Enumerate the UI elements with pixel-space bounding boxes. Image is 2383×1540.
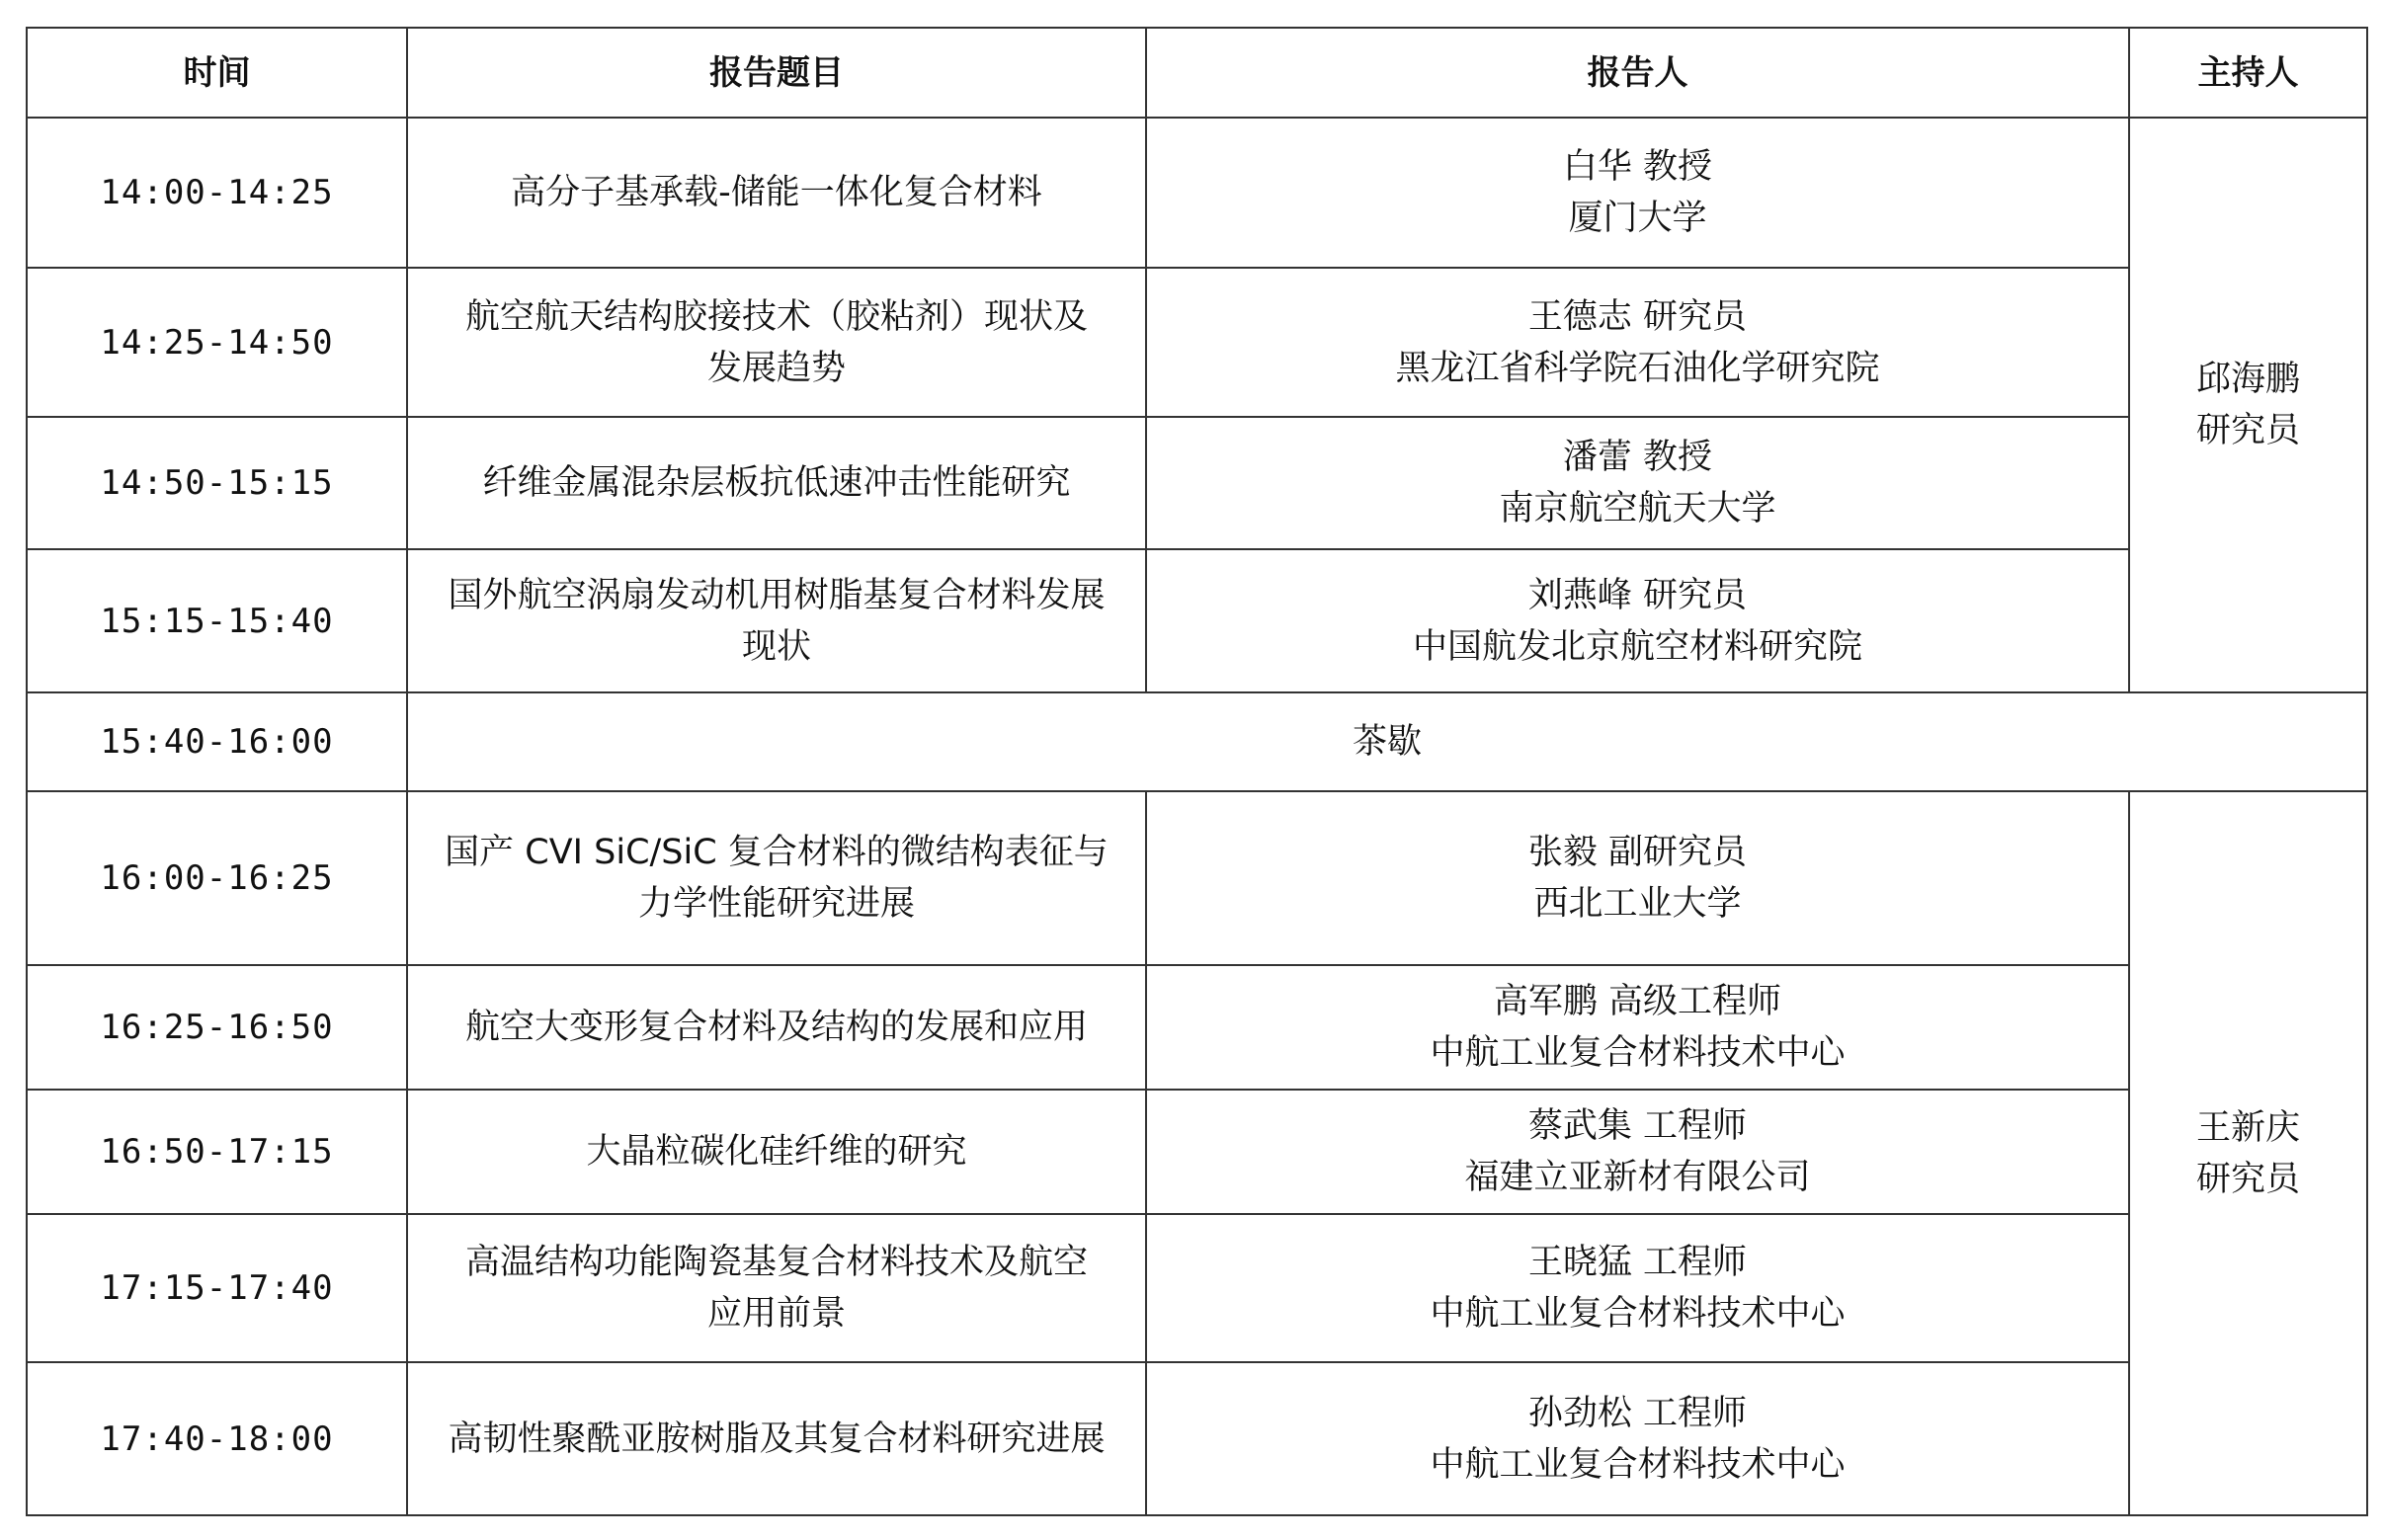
- break-row: [27, 692, 2367, 791]
- topic-cell: [407, 1090, 1146, 1214]
- topic-line: 现状: [741, 626, 811, 667]
- speaker-name: 高军鹏 高级工程师: [1493, 982, 1782, 1021]
- break-time-cell: 15:40-16:00: [27, 692, 407, 791]
- speaker-cell: [1146, 965, 2129, 1090]
- speaker-cell: [1146, 1090, 2129, 1214]
- header-time: 时间: [27, 28, 407, 118]
- topic-line: 大晶粒碳化硅纤维的研究: [586, 1132, 967, 1172]
- table-row: [27, 1214, 2367, 1362]
- time-cell: 17:15-17:40: [27, 1214, 407, 1362]
- topic-cell: [407, 417, 1146, 549]
- topic-cell: [407, 549, 1146, 692]
- time-cell: 16:00-16:25: [27, 791, 407, 965]
- topic-cell: [407, 965, 1146, 1090]
- speaker-org: 中航工业复合材料技术中心: [1430, 1294, 1846, 1334]
- break-label-cell: 茶歇: [407, 692, 2367, 791]
- topic-line: 发展趋势: [706, 348, 846, 388]
- speaker-cell: [1146, 118, 2129, 268]
- topic-line: 应用前景: [706, 1294, 846, 1334]
- table-row: [27, 118, 2367, 268]
- time-cell: 14:00-14:25: [27, 118, 407, 268]
- speaker-name: 王德志 研究员: [1527, 296, 1748, 337]
- topic-line: 纤维金属混杂层板抗低速冲击性能研究: [482, 463, 1071, 503]
- time-cell: 16:25-16:50: [27, 965, 407, 1090]
- topic-line: 高温结构功能陶瓷基复合材料技术及航空: [464, 1243, 1088, 1282]
- speaker-org: 黑龙江省科学院石油化学研究院: [1395, 348, 1880, 388]
- time-cell: 14:50-15:15: [27, 417, 407, 549]
- topic-line: 国产 CVI SiC/SiC 复合材料的微结构表征与: [445, 833, 1109, 872]
- host-name: 邱海鹏: [2195, 360, 2300, 399]
- speaker-org: 西北工业大学: [1533, 884, 1742, 924]
- time-cell: 16:50-17:15: [27, 1090, 407, 1214]
- topic-line: 航空航天结构胶接技术（胶粘剂）现状及: [464, 296, 1088, 337]
- speaker-org: 南京航空航天大学: [1499, 489, 1776, 528]
- topic-cell: [407, 1362, 1146, 1515]
- topic-line: 国外航空涡扇发动机用树脂基复合材料发展: [448, 575, 1106, 615]
- table-row: [27, 417, 2367, 549]
- speaker-name: 孙劲松 工程师: [1527, 1393, 1748, 1433]
- topic-line: 力学性能研究进展: [637, 884, 915, 924]
- speaker-name: 刘燕峰 研究员: [1527, 575, 1748, 615]
- speaker-org: 中国航发北京航空材料研究院: [1412, 626, 1862, 667]
- speaker-name: 张毅 副研究员: [1527, 833, 1748, 872]
- speaker-name: 蔡武集 工程师: [1527, 1106, 1748, 1146]
- speaker-cell: [1146, 1214, 2129, 1362]
- topic-line: 高韧性聚酰亚胺树脂及其复合材料研究进展: [448, 1418, 1106, 1459]
- topic-cell: [407, 791, 1146, 965]
- time-cell: 14:25-14:50: [27, 268, 407, 417]
- speaker-name: 潘蕾 教授: [1562, 438, 1713, 477]
- speaker-cell: [1146, 791, 2129, 965]
- host-cell: [2129, 118, 2367, 692]
- table-row: [27, 1362, 2367, 1515]
- speaker-name: 王晓猛 工程师: [1527, 1243, 1748, 1282]
- table-row: [27, 268, 2367, 417]
- host-title: 研究员: [2195, 1159, 2300, 1199]
- time-cell: 15:15-15:40: [27, 549, 407, 692]
- speaker-cell: [1146, 417, 2129, 549]
- table-row: [27, 965, 2367, 1090]
- speaker-cell: [1146, 549, 2129, 692]
- topic-cell: [407, 268, 1146, 417]
- table-row: [27, 549, 2367, 692]
- header-host: 主持人: [2129, 28, 2367, 118]
- speaker-org: 福建立亚新材有限公司: [1464, 1158, 1811, 1197]
- host-title: 研究员: [2195, 411, 2300, 450]
- host-cell: [2129, 791, 2367, 1515]
- speaker-org: 中航工业复合材料技术中心: [1430, 1033, 1846, 1073]
- table-row: [27, 791, 2367, 965]
- topic-line: 航空大变形复合材料及结构的发展和应用: [464, 1008, 1088, 1047]
- speaker-org: 厦门大学: [1568, 199, 1707, 238]
- topic-cell: [407, 1214, 1146, 1362]
- schedule-table: [26, 27, 2368, 1516]
- speaker-cell: [1146, 268, 2129, 417]
- topic-cell: [407, 118, 1146, 268]
- table-row: [27, 1090, 2367, 1214]
- topic-line: 高分子基承载-储能一体化复合材料: [511, 173, 1042, 212]
- speaker-name: 白华 教授: [1562, 147, 1713, 187]
- host-name: 王新庆: [2195, 1107, 2300, 1148]
- time-cell: 17:40-18:00: [27, 1362, 407, 1515]
- speaker-cell: [1146, 1362, 2129, 1515]
- header-row: [27, 28, 2367, 118]
- header-speaker: 报告人: [1146, 28, 2129, 118]
- header-topic: 报告题目: [407, 28, 1146, 118]
- speaker-org: 中航工业复合材料技术中心: [1430, 1444, 1846, 1485]
